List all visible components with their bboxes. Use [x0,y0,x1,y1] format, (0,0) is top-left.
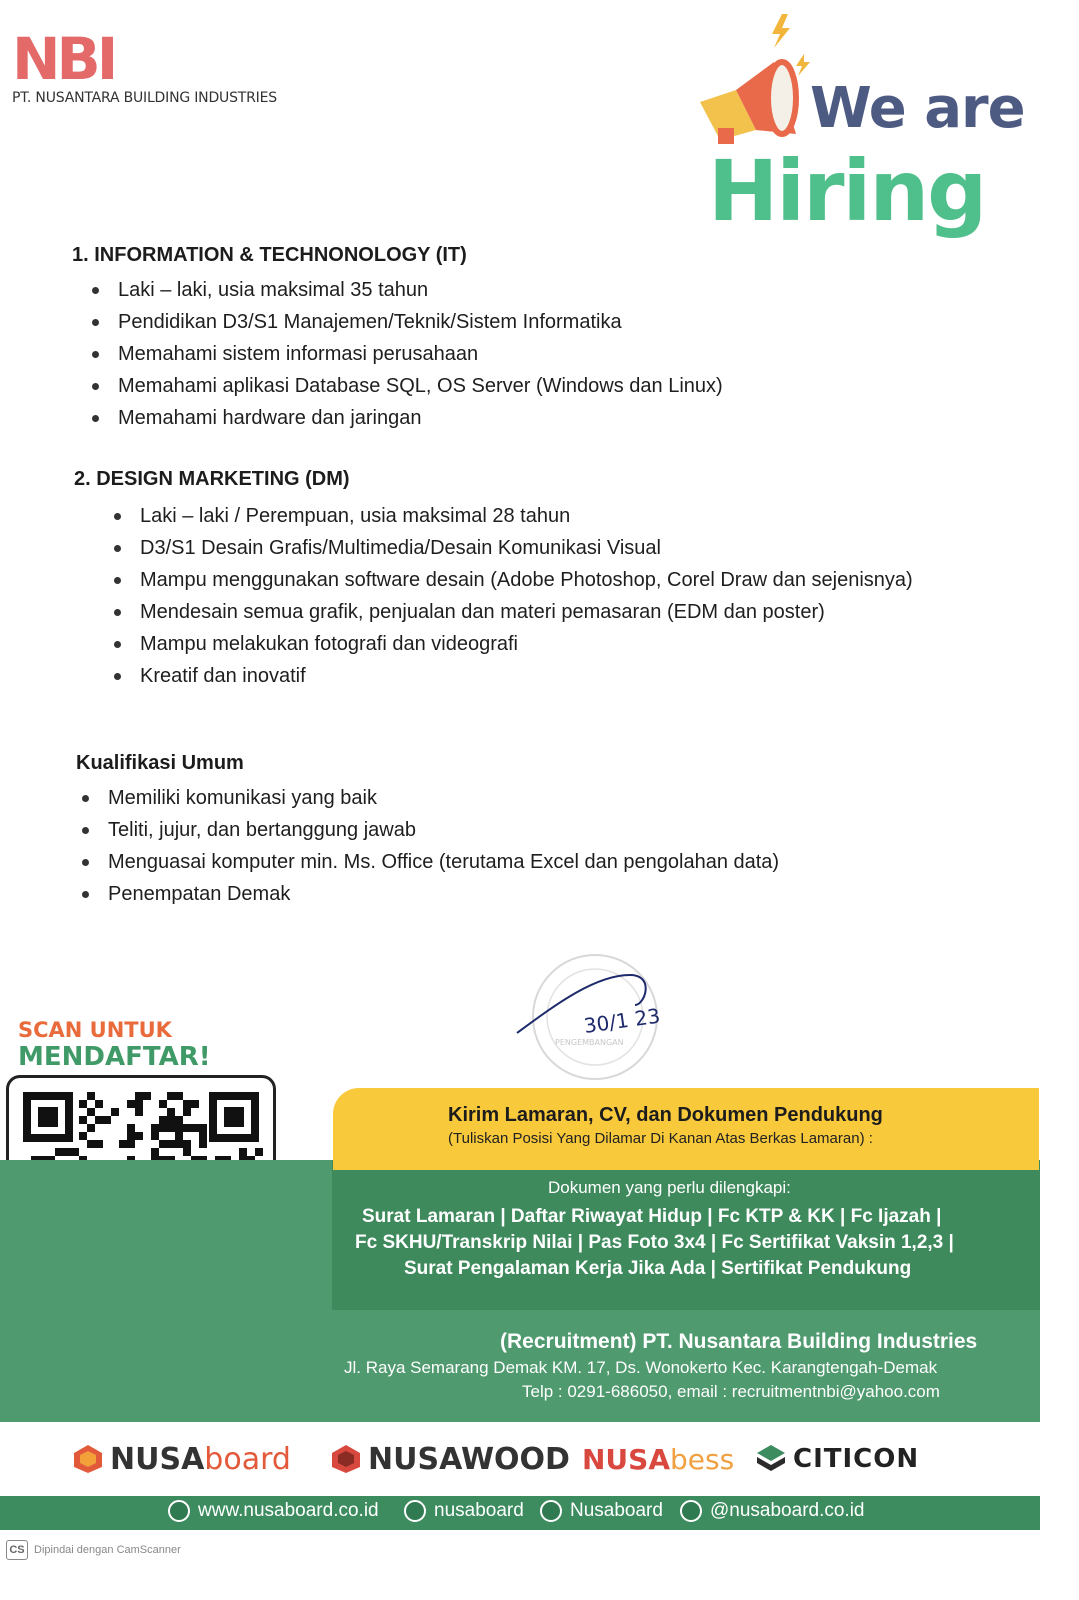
nusawood-icon [330,1443,362,1475]
brand-nusawood: NUSAWOOD [330,1434,570,1484]
documents-title: Dokumen yang perlu dilengkapi: [548,1178,791,1197]
apply-title: Kirim Lamaran, CV, dan Dokumen Pendukung [448,1104,883,1126]
globe-icon [168,1500,190,1522]
scan-label-2: MENDAFTAR! [18,1042,211,1072]
list-item: Memahami aplikasi Database SQL, OS Server (Windows dan Linux) [118,370,723,402]
social-facebook[interactable]: Nusaboard [540,1500,663,1522]
signature-date: 30/1 23 [582,1003,662,1038]
list-item: Mampu menggunakan software desain (Adobe Photoshop, Corel Draw dan sejenisnya) [140,564,913,596]
documents-line: Surat Lamaran | Daftar Riwayat Hidup | Fc KTP & KK | Fc Ijazah | [362,1206,942,1227]
brand-nusaboard: NUSA board [72,1434,291,1484]
list-item: Penempatan Demak [108,878,779,910]
documents-line: Fc SKHU/Transkrip Nilai | Pas Foto 3x4 | Fc Sertifikat Vaksin 1,2,3 | [355,1232,954,1253]
contact-phone-email: Telp : 0291-686050, email : recruitmentnbi@yahoo.com [522,1382,940,1401]
list-item: Memahami hardware dan jaringan [118,402,723,434]
brand-strip [0,1424,1040,1496]
list-item: Teliti, jujur, dan bertanggung jawab [108,814,779,846]
general-title: Kualifikasi Umum [76,752,244,774]
list-item: Mendesain semua grafik, penjualan dan materi pemasaran (EDM dan poster) [140,596,913,628]
scan-label-1: SCAN UNTUK [18,1018,172,1042]
list-item: D3/S1 Desain Grafis/Multimedia/Desain Komunikasi Visual [140,532,913,564]
list-item: Kreatif dan inovatif [140,660,913,692]
logo-mark: NBI [12,25,115,93]
general-list [108,782,779,910]
position-list-dm [140,500,913,692]
list-item: Memiliki komunikasi yang baik [108,782,779,814]
social-youtube[interactable]: nusaboard [404,1500,524,1522]
youtube-icon [404,1500,426,1522]
hiring-banner [700,10,1050,250]
social-website[interactable]: www.nusaboard.co.id [168,1500,379,1522]
company-name: PT. NUSANTARA BUILDING INDUSTRIES [12,90,277,106]
position-list-it [118,274,723,434]
documents-line: Surat Pengalaman Kerja Jika Ada | Sertifikat Pendukung [404,1258,912,1279]
apply-banner [333,1088,1039,1170]
recruitment-name: (Recruitment) PT. Nusantara Building Industries [500,1330,978,1353]
hiring-line2: Hiring [708,142,986,240]
list-item: Menguasai komputer min. Ms. Office (terutama Excel dan pengolahan data) [108,846,779,878]
signature-stamp [515,945,685,1095]
camscanner-icon: CS [6,1540,28,1560]
stamp-text: PENGEMBANGAN [555,1038,624,1047]
list-item: Memahami sistem informasi perusahaan [118,338,723,370]
citicon-icon [755,1443,787,1475]
apply-subtitle: (Tuliskan Posisi Yang Dilamar Di Kanan Atas Berkas Lamaran) : [448,1130,873,1147]
company-logo [12,25,277,106]
facebook-icon [540,1500,562,1522]
position-title-dm: 2. DESIGN MARKETING (DM) [74,468,350,490]
list-item: Pendidikan D3/S1 Manajemen/Teknik/Sistem Informatika [118,306,723,338]
hiring-line1: We are [810,76,1025,141]
list-item: Mampu melakukan fotografi dan videografi [140,628,913,660]
list-item: Laki – laki / Perempuan, usia maksimal 28 tahun [140,500,913,532]
instagram-icon [680,1500,702,1522]
camscanner-footer [6,1540,181,1560]
position-title-it: 1. INFORMATION & TECHNONOLOGY (IT) [72,244,467,266]
brand-nusabess: NUSA bess [582,1442,735,1476]
list-item: Laki – laki, usia maksimal 35 tahun [118,274,723,306]
contact-address: Jl. Raya Semarang Demak KM. 17, Ds. Wonokerto Kec. Karangtengah-Demak [344,1358,938,1377]
scanned-by-text: Dipindai dengan CamScanner [34,1544,181,1556]
brand-citicon: CITICON [755,1434,919,1484]
nusaboard-icon [72,1443,104,1475]
social-instagram[interactable]: @nusaboard.co.id [680,1500,865,1522]
